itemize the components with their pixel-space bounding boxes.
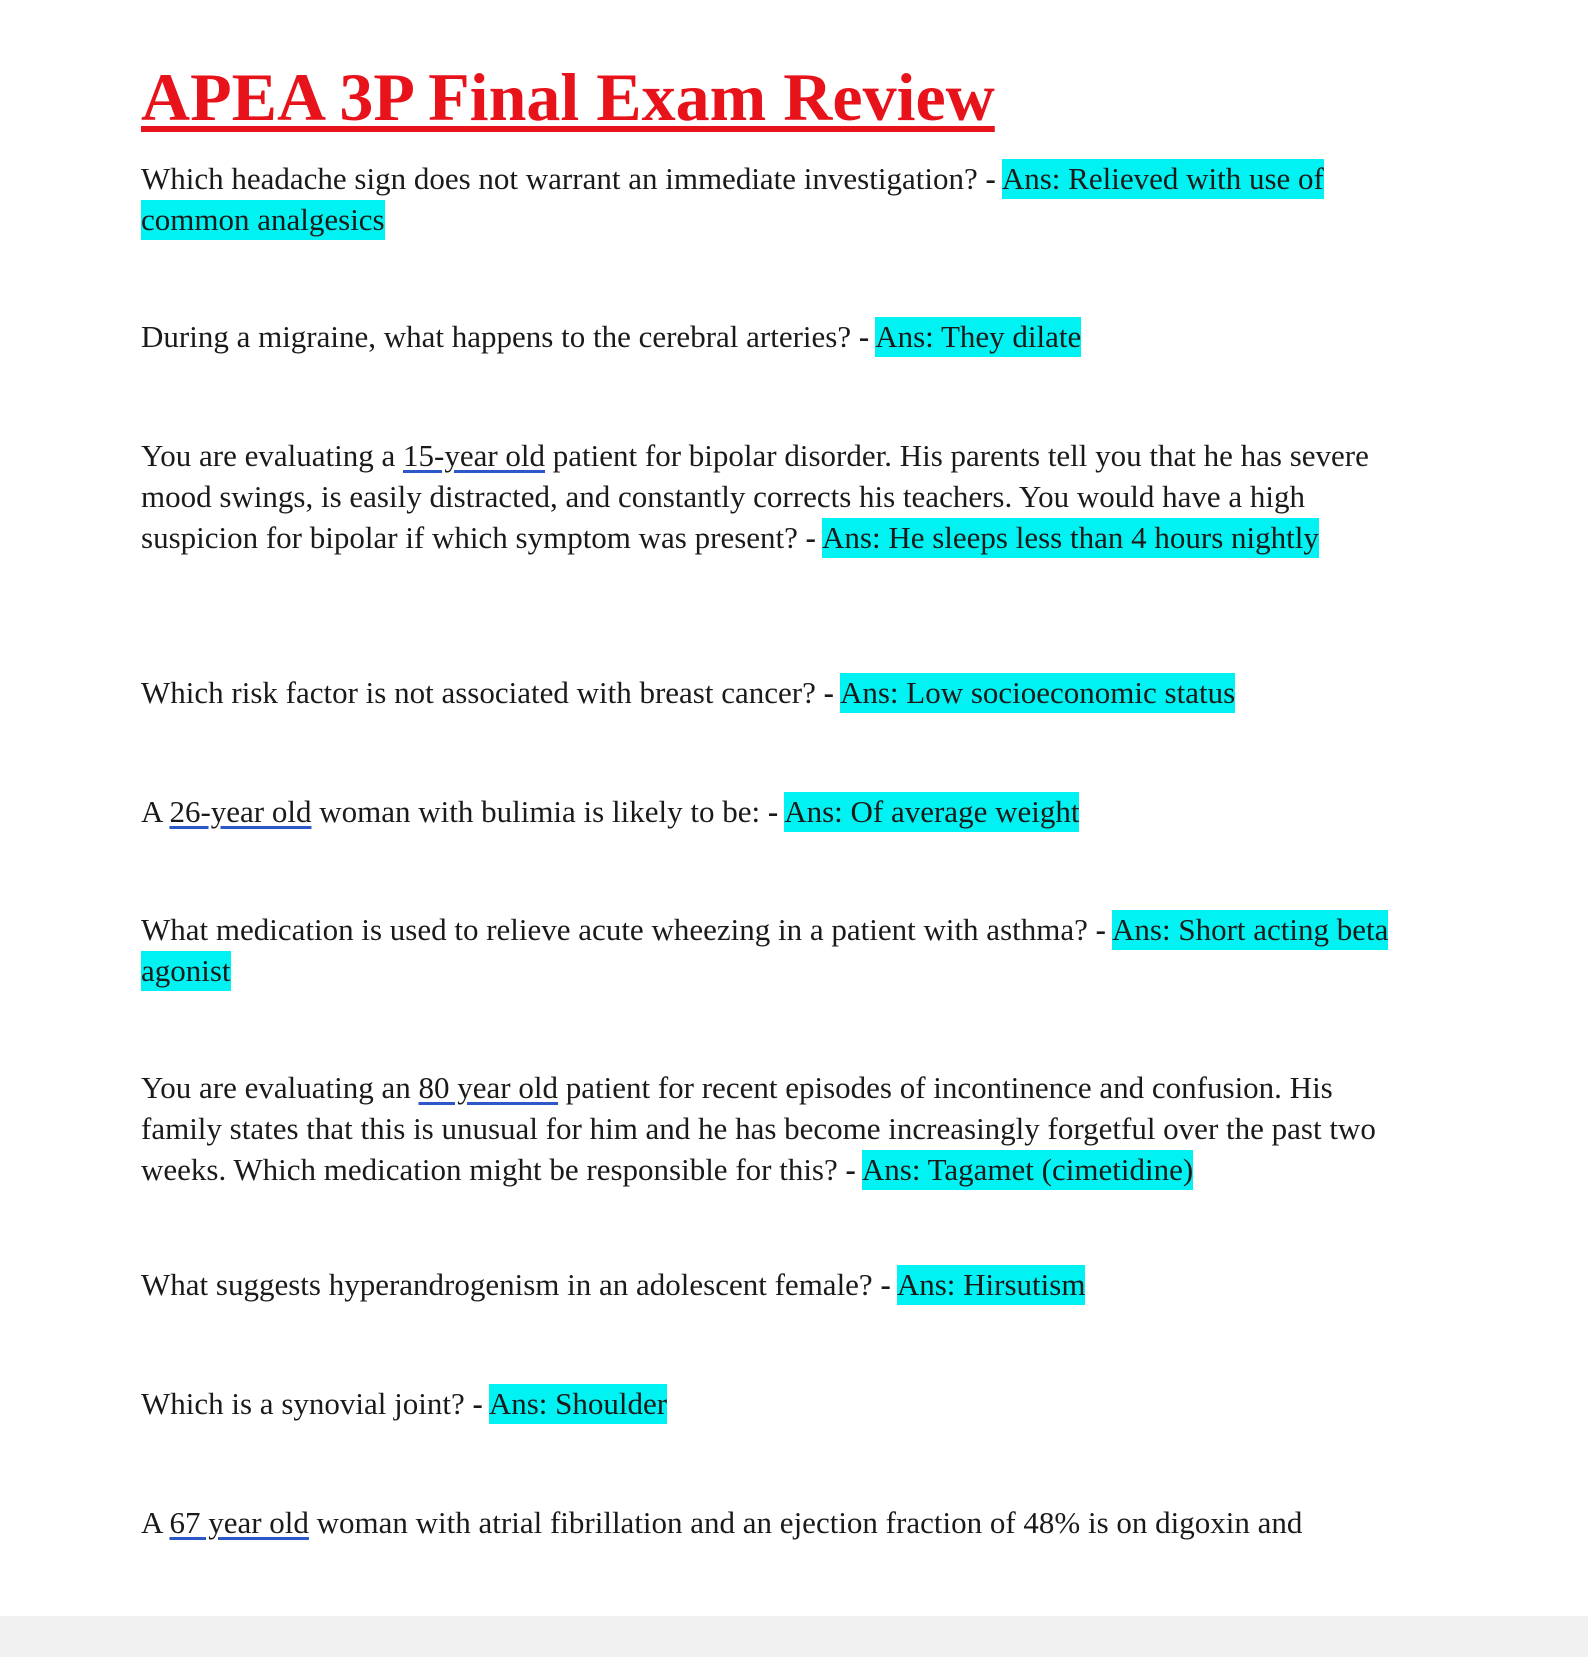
separator: - bbox=[805, 520, 816, 555]
qa-item bbox=[141, 1383, 1411, 1424]
separator: - bbox=[985, 161, 996, 196]
separator: - bbox=[823, 675, 834, 710]
qa-item bbox=[141, 1502, 1411, 1543]
qa-item bbox=[141, 672, 1411, 713]
question-text: What medication is used to relieve acute wheezing in a patient with asthma? bbox=[141, 912, 1096, 947]
answer-highlight: Ans: Relieved with use of common analgesics bbox=[141, 159, 1324, 240]
question-text: You are evaluating a bbox=[141, 438, 404, 473]
question-text: A bbox=[141, 1505, 170, 1540]
answer-highlight: Ans: He sleeps less than 4 hours nightly bbox=[822, 518, 1319, 558]
age-underlined: 15-year old bbox=[403, 438, 546, 473]
qa-item bbox=[141, 316, 1411, 357]
answer-highlight: Ans: Hirsutism bbox=[897, 1265, 1086, 1305]
answer-highlight: Ans: Tagamet (cimetidine) bbox=[862, 1150, 1193, 1190]
separator: - bbox=[858, 319, 870, 354]
question-text: patient for bipolar disorder. His parents tell you that he has severe mood swings, is easily distracted, and constantly corrects his teachers. You would have a high suspicion for bipolar if which symptom was present? bbox=[141, 438, 1369, 555]
question-text: Which is a synovial joint? bbox=[141, 1386, 473, 1421]
answer-highlight: Ans: Of average weight bbox=[784, 792, 1079, 832]
document-title: APEA 3P Final Exam Review bbox=[141, 59, 995, 135]
qa-item bbox=[141, 1264, 1411, 1305]
question-text: patient for recent episodes of incontinence and confusion. His family states that this is unusual for him and he has become increasingly forgetful over the past two weeks. Which medication might be responsible for this? bbox=[141, 1070, 1376, 1187]
viewer-bottom-bar bbox=[0, 1616, 1588, 1657]
question-text: woman with bulimia is likely to be: bbox=[311, 794, 768, 829]
answer-highlight: Ans: Shoulder bbox=[489, 1384, 667, 1424]
question-text: woman with atrial fibrillation and an ejection fraction of 48% is on digoxin and bbox=[308, 1505, 1303, 1540]
question-text: Which risk factor is not associated with breast cancer? bbox=[141, 675, 824, 710]
qa-item bbox=[141, 909, 1411, 991]
separator: - bbox=[767, 794, 779, 829]
question-text: What suggests hyperandrogenism in an adolescent female? bbox=[141, 1267, 881, 1302]
age-underlined: 26-year old bbox=[169, 794, 312, 829]
answer-highlight: Ans: Short acting beta agonist bbox=[141, 910, 1388, 991]
separator: - bbox=[472, 1386, 483, 1421]
question-text: During a migraine, what happens to the cerebral arteries? bbox=[141, 319, 859, 354]
qa-item bbox=[141, 1067, 1411, 1190]
qa-item bbox=[141, 158, 1411, 240]
answer-highlight: Ans: Low socioeconomic status bbox=[840, 673, 1235, 713]
question-text: You are evaluating an bbox=[141, 1070, 419, 1105]
qa-item bbox=[141, 435, 1411, 558]
answer-highlight: Ans: They dilate bbox=[875, 317, 1081, 357]
question-text: Which headache sign does not warrant an immediate investigation? bbox=[141, 161, 986, 196]
separator: - bbox=[845, 1152, 856, 1187]
age-underlined: 67 year old bbox=[169, 1505, 309, 1540]
age-underlined: 80 year old bbox=[418, 1070, 558, 1105]
separator: - bbox=[880, 1267, 891, 1302]
separator: - bbox=[1095, 912, 1106, 947]
question-text: A bbox=[141, 794, 170, 829]
qa-item bbox=[141, 791, 1411, 832]
